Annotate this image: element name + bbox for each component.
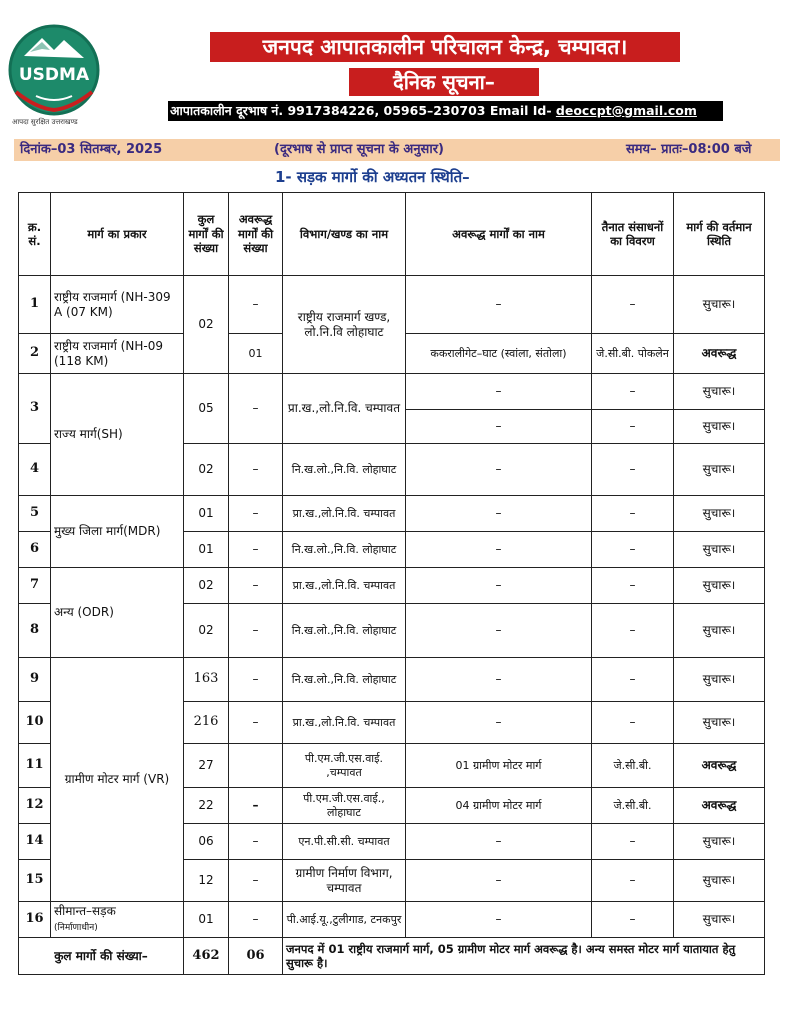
- total-count: 02: [184, 604, 229, 658]
- row-sno: 2: [19, 334, 51, 374]
- road-type: राष्ट्रीय राजमार्ग (NH-309 A (07 KM): [51, 276, 184, 334]
- road-type: मुख्य जिला मार्ग(MDR): [51, 496, 184, 568]
- section-title: 1- सड़क मार्गो की अध्यतन स्थिति–: [275, 168, 470, 186]
- blocked-names: –: [406, 702, 592, 744]
- status: सुचारू।: [674, 658, 765, 702]
- total-count: 12: [184, 860, 229, 902]
- total-count: 01: [184, 532, 229, 568]
- resources: जे.सी.बी. पोकलेन: [592, 334, 674, 374]
- contact-bar: [168, 101, 723, 121]
- blocked-count: –: [229, 824, 283, 860]
- table-row: [19, 902, 765, 938]
- status: अवरूद्ध: [674, 788, 765, 824]
- road-type: अन्य (ODR): [51, 568, 184, 658]
- row-sno: 8: [19, 604, 51, 658]
- resources: –: [592, 374, 674, 410]
- resources: –: [592, 276, 674, 334]
- blocked-count: [229, 744, 283, 788]
- department: प्रा.ख.,लो.नि.वि. चम्पावत: [283, 702, 406, 744]
- resources: –: [592, 444, 674, 496]
- row-sno: 14: [19, 824, 51, 860]
- status: सुचारू।: [674, 860, 765, 902]
- department: नि.ख.लो.,नि.वि. लोहाघाट: [283, 658, 406, 702]
- blocked-count: –: [229, 702, 283, 744]
- blocked-names: –: [406, 276, 592, 334]
- road-type: राज्य मार्ग(SH): [51, 374, 184, 496]
- blocked-names: 01 ग्रामीण मोटर मार्ग: [406, 744, 592, 788]
- total-count: 02: [184, 276, 229, 374]
- blocked-names: 04 ग्रामीण मोटर मार्ग: [406, 788, 592, 824]
- blocked-names: –: [406, 902, 592, 938]
- header-title: जनपद आपातकालीन परिचालन केन्द्र, चम्पावत।: [210, 32, 680, 62]
- table-row: [19, 658, 765, 702]
- department: एन.पी.सी.सी. चम्पावत: [283, 824, 406, 860]
- blocked-count: –: [229, 532, 283, 568]
- row-sno: 7: [19, 568, 51, 604]
- status: सुचारू।: [674, 604, 765, 658]
- table-header-row: [19, 193, 765, 276]
- blocked-count: –: [229, 902, 283, 938]
- department: नि.ख.लो.,नि.वि. लोहाघाट: [283, 444, 406, 496]
- email-link[interactable]: deoccpt@gmail.com: [555, 103, 697, 118]
- blocked-names: –: [406, 604, 592, 658]
- road-status-table: [18, 192, 765, 975]
- row-sno: 9: [19, 658, 51, 702]
- row-sno: 4: [19, 444, 51, 496]
- status: सुचारू।: [674, 702, 765, 744]
- status: अवरूद्ध: [674, 334, 765, 374]
- department: राष्ट्रीय राजमार्ग खण्ड, लो.नि.वि लोहाघाट: [283, 276, 406, 374]
- total-count: 216: [184, 702, 229, 744]
- total-count: 02: [184, 568, 229, 604]
- date-bar: [14, 139, 780, 161]
- header-road-type: मार्ग का प्रकार: [51, 193, 184, 276]
- resources: जे.सी.बी.: [592, 744, 674, 788]
- row-sno: 3: [19, 374, 51, 444]
- resources: –: [592, 702, 674, 744]
- resources: –: [592, 860, 674, 902]
- road-type: [51, 902, 184, 938]
- row-sno: 12: [19, 788, 51, 824]
- department: प्रा.ख.,लो.नि.वि. चम्पावत: [283, 374, 406, 444]
- department: पी.आई.यू.,टुलीगाड, टनकपुर: [283, 902, 406, 938]
- department: प्रा.ख.,लो.नि.वि. चम्पावत: [283, 496, 406, 532]
- department: पी.एम.जी.एस.वाई. ,चम्पावत: [283, 744, 406, 788]
- department: प्रा.ख.,लो.नि.वि. चम्पावत: [283, 568, 406, 604]
- blocked-count: –: [229, 860, 283, 902]
- header-blocked: अवरूद्ध मार्गों की संख्या: [229, 193, 283, 276]
- row-sno: 1: [19, 276, 51, 334]
- status: अवरूद्ध: [674, 744, 765, 788]
- total-count: 462: [184, 938, 229, 975]
- total-label: कुल मार्गो की संख्या–: [19, 938, 184, 975]
- resources: –: [592, 902, 674, 938]
- status: सुचारू।: [674, 532, 765, 568]
- blocked-names: –: [406, 824, 592, 860]
- header-subtitle: दैनिक सूचना–: [349, 68, 539, 96]
- blocked-count: –: [229, 604, 283, 658]
- blocked-count: –: [229, 568, 283, 604]
- row-sno: 16: [19, 902, 51, 938]
- table-row: [19, 374, 765, 410]
- status: सुचारू।: [674, 374, 765, 410]
- blocked-names: ककरालीगेट–घाट (स्वांला, संतोला): [406, 334, 592, 374]
- status: सुचारू।: [674, 276, 765, 334]
- status: सुचारू।: [674, 410, 765, 444]
- total-count: 27: [184, 744, 229, 788]
- road-type-main: सीमान्त–सड़क: [54, 904, 116, 919]
- road-type: राष्ट्रीय राजमार्ग (NH-09 (118 KM): [51, 334, 184, 374]
- total-row: [19, 938, 765, 975]
- blocked-count: –: [229, 658, 283, 702]
- blocked-names: –: [406, 410, 592, 444]
- row-sno: 11: [19, 744, 51, 788]
- row-sno: 6: [19, 532, 51, 568]
- phone-text: आपातकालीन दूरभाष नं. 9917384226, 05965–230703 Email Id-: [170, 103, 556, 118]
- header-status: मार्ग की वर्तमान स्थिति: [674, 193, 765, 276]
- info-source: (दूरभाष से प्राप्त सूचना के अनुसार): [274, 142, 444, 157]
- resources: –: [592, 824, 674, 860]
- row-sno: 5: [19, 496, 51, 532]
- total-count: 163: [184, 658, 229, 702]
- blocked-names: –: [406, 860, 592, 902]
- logo-text: USDMA: [18, 65, 90, 85]
- status: सुचारू।: [674, 824, 765, 860]
- table-row: [19, 568, 765, 604]
- status: सुचारू।: [674, 496, 765, 532]
- logo-tagline: आपदा सुरक्षित उत्तराखण्ड: [12, 118, 78, 126]
- blocked-count: 01: [229, 334, 283, 374]
- blocked-count: –: [229, 788, 283, 824]
- total-count: 01: [184, 496, 229, 532]
- road-type: ग्रामीण मोटर मार्ग (VR): [51, 658, 184, 902]
- status: सुचारू।: [674, 902, 765, 938]
- table-row: [19, 496, 765, 532]
- resources: –: [592, 658, 674, 702]
- department: ग्रामीण निर्माण विभाग, चम्पावत: [283, 860, 406, 902]
- header-resources: तैनात संसाधनों का विवरण: [592, 193, 674, 276]
- blocked-names: –: [406, 444, 592, 496]
- blocked-names: –: [406, 374, 592, 410]
- total-count: 05: [184, 374, 229, 444]
- resources: जे.सी.बी.: [592, 788, 674, 824]
- blocked-count: –: [229, 374, 283, 444]
- report-date: दिनांक–03 सितम्बर, 2025: [20, 142, 163, 157]
- blocked-names: –: [406, 496, 592, 532]
- header-department: विभाग/खण्ड का नाम: [283, 193, 406, 276]
- summary-text: जनपद में 01 राष्ट्रीय राजमार्ग मार्ग, 05 ग्रामीण मोटर मार्ग अवरूद्ध है। अन्य समस्त मोटर मार्ग यातायात हेतु सुचारू है।: [283, 938, 765, 975]
- total-blocked: 06: [229, 938, 283, 975]
- row-sno: 15: [19, 860, 51, 902]
- department: पी.एम.जी.एस.वाई., लोहाघाट: [283, 788, 406, 824]
- resources: –: [592, 604, 674, 658]
- department: नि.ख.लो.,नि.वि. लोहाघाट: [283, 604, 406, 658]
- table-row: [19, 276, 765, 334]
- road-type-sub: (निर्माणाधीन): [54, 923, 98, 934]
- status: सुचारू।: [674, 568, 765, 604]
- total-count: 06: [184, 824, 229, 860]
- total-count: 01: [184, 902, 229, 938]
- report-time: समय– प्रातः–08:00 बजे: [626, 142, 752, 157]
- blocked-names: –: [406, 658, 592, 702]
- usdma-logo: [6, 22, 102, 122]
- blocked-count: –: [229, 496, 283, 532]
- header-blocked-names: अवरूद्ध मार्गों का नाम: [406, 193, 592, 276]
- resources: –: [592, 496, 674, 532]
- blocked-count: –: [229, 276, 283, 334]
- total-count: 22: [184, 788, 229, 824]
- resources: –: [592, 532, 674, 568]
- blocked-names: –: [406, 532, 592, 568]
- header-sno: क्र. सं.: [19, 193, 51, 276]
- resources: –: [592, 568, 674, 604]
- resources: –: [592, 410, 674, 444]
- row-sno: 10: [19, 702, 51, 744]
- status: सुचारू।: [674, 444, 765, 496]
- total-count: 02: [184, 444, 229, 496]
- blocked-names: –: [406, 568, 592, 604]
- department: नि.ख.लो.,नि.वि. लोहाघाट: [283, 532, 406, 568]
- header-total: कुल मार्गों की संख्या: [184, 193, 229, 276]
- blocked-count: –: [229, 444, 283, 496]
